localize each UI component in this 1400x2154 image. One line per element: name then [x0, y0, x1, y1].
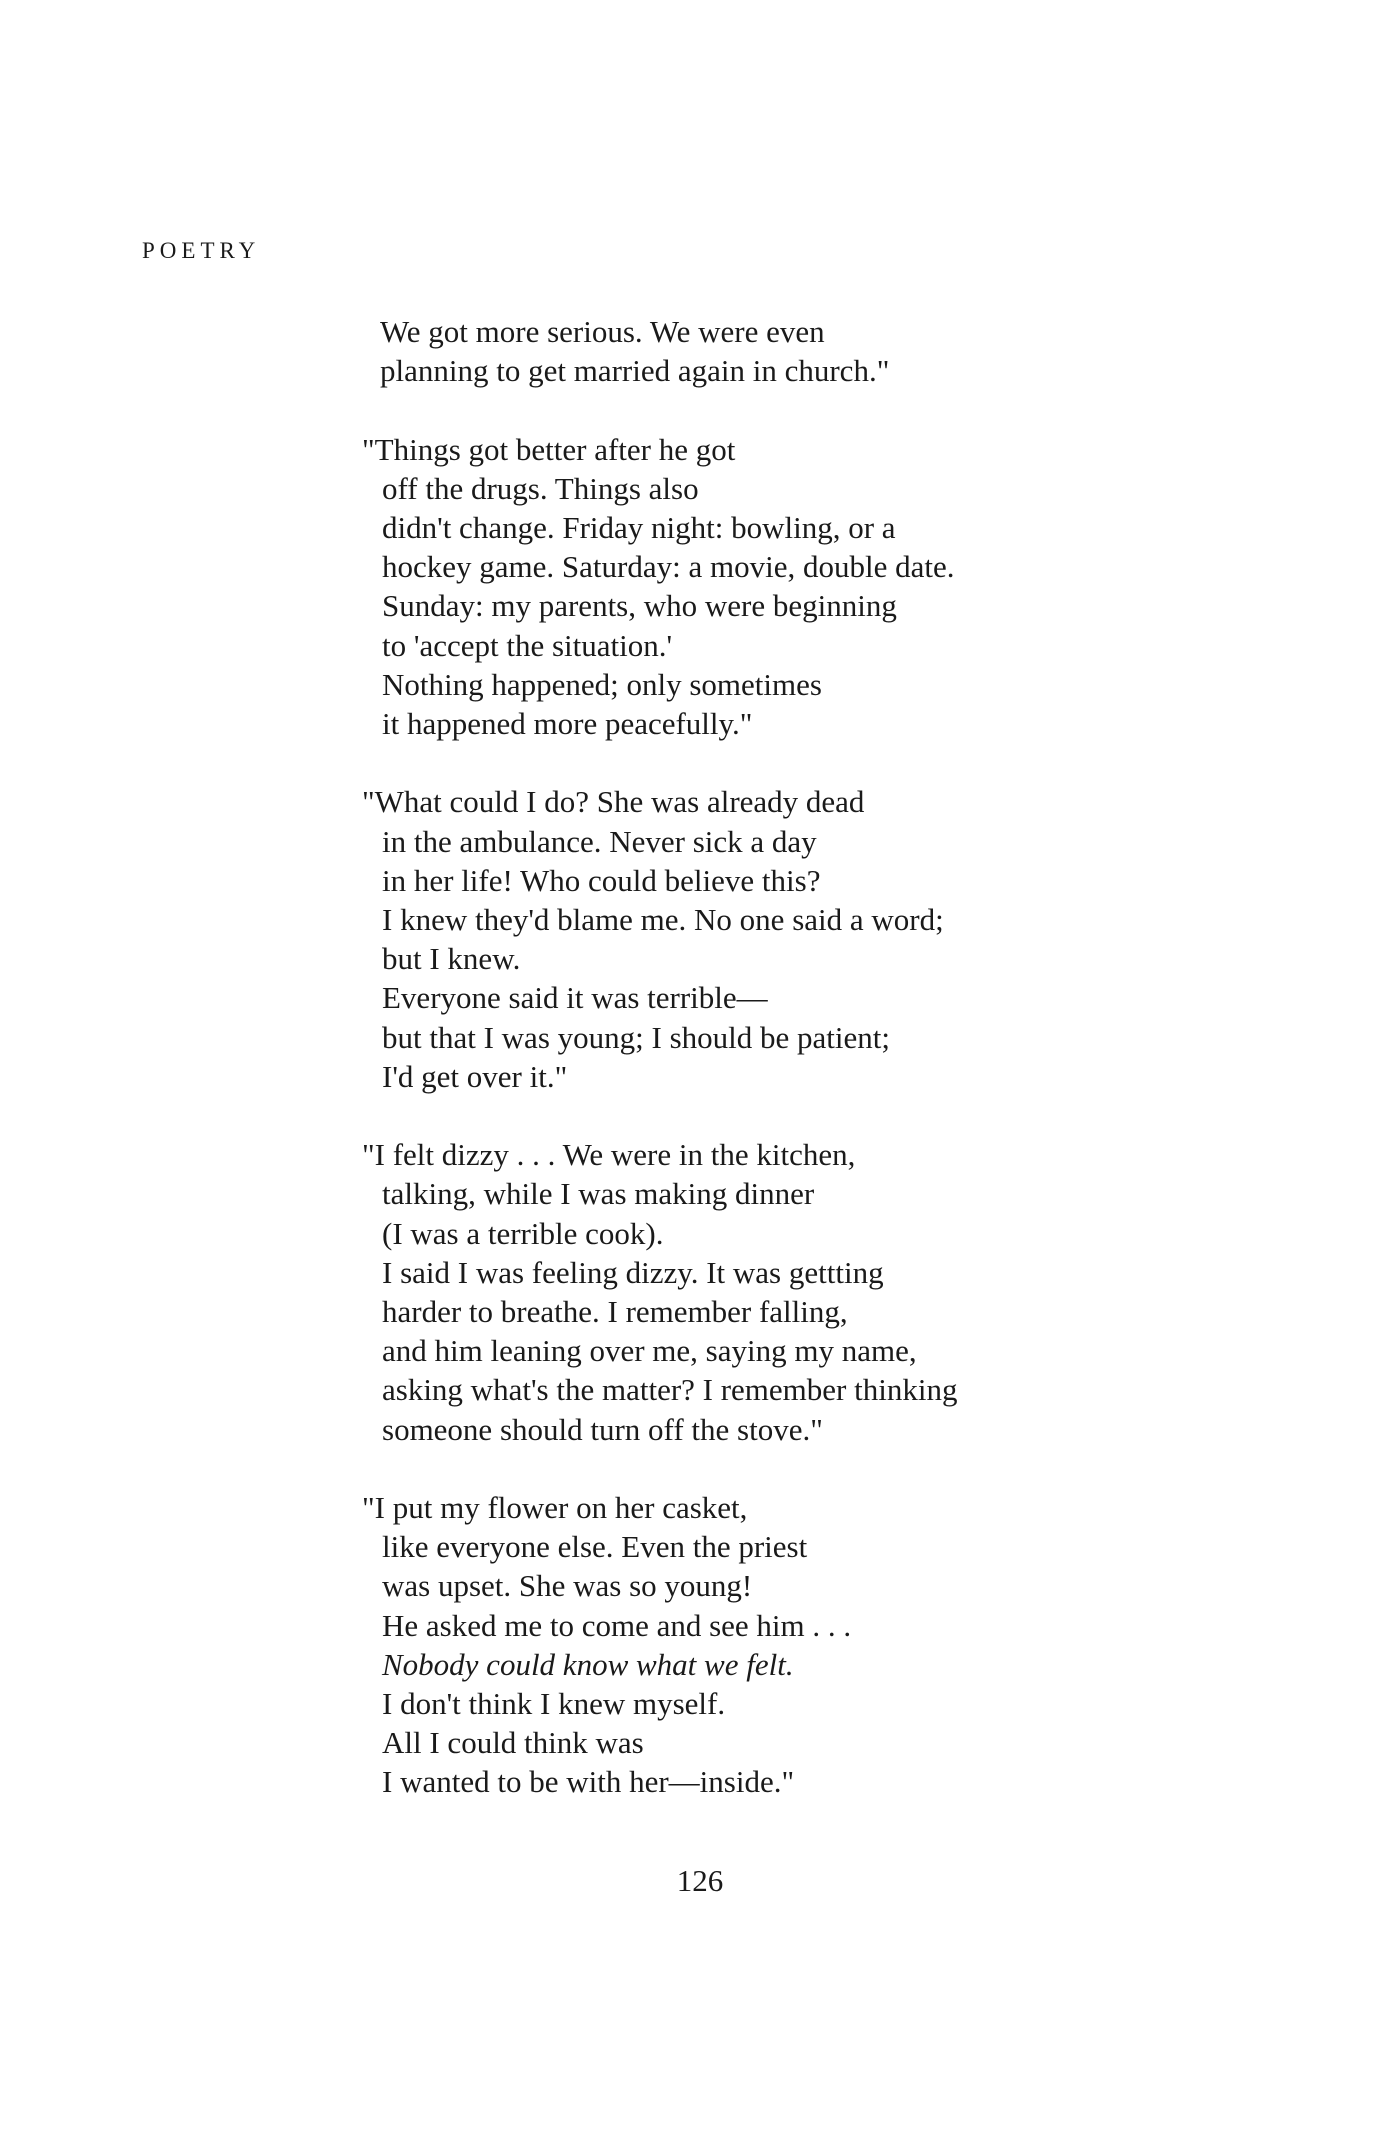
stanza	[362, 782, 1122, 1096]
page-number: 126	[676, 1863, 724, 1898]
poem-line: Nothing happened; only sometimes	[382, 666, 822, 702]
poem-line: and him leaning over me, saying my name,	[382, 1333, 917, 1369]
stanza	[362, 1135, 1122, 1449]
poem-line: in the ambulance. Never sick a day	[382, 823, 817, 859]
poem-line: off the drugs. Things also	[382, 470, 699, 506]
poem-line-italic: Nobody could know what we felt.	[382, 1646, 794, 1682]
poem-line: planning to get married again in church."	[380, 353, 890, 389]
poem-line: but I knew.	[382, 941, 521, 977]
poem-line: but that I was young; I should be patient;	[382, 1019, 890, 1055]
poem-line: it happened more peacefully."	[382, 706, 753, 742]
stanza	[362, 1488, 1122, 1802]
poem-line: I wanted to be with her—inside."	[382, 1764, 795, 1800]
poem-line: hockey game. Saturday: a movie, double date.	[382, 549, 955, 585]
stanza	[362, 430, 1122, 744]
poem-line: Sunday: my parents, who were beginning	[382, 588, 897, 624]
poem-line: He asked me to come and see him . . .	[382, 1607, 852, 1643]
poem-line: We got more serious. We were even	[380, 314, 825, 349]
stanza	[362, 312, 1122, 390]
poem-line: I don't think I knew myself.	[382, 1686, 726, 1722]
poem-line: I said I was feeling dizzy. It was gettting	[382, 1254, 884, 1290]
poem-line: asking what's the matter? I remember thinking	[382, 1372, 958, 1408]
poem-line: I'd get over it."	[382, 1058, 568, 1094]
poem-line: I knew they'd blame me. No one said a word;	[382, 902, 944, 938]
poem-body	[362, 312, 1122, 1802]
poem-line: "What could I do? She was already dead	[362, 784, 865, 820]
poem-line: didn't change. Friday night: bowling, or a	[382, 510, 896, 545]
poem-line: harder to breathe. I remember falling,	[382, 1294, 848, 1330]
poem-line: All I could think was	[382, 1725, 644, 1761]
poem-line: someone should turn off the stove."	[382, 1411, 823, 1447]
poem-line: talking, while I was making dinner	[382, 1176, 815, 1212]
poem-line: in her life! Who could believe this?	[382, 862, 821, 898]
poem-line: "I felt dizzy . . . We were in the kitchen,	[362, 1137, 856, 1173]
poem-line: "Things got better after he got	[362, 431, 736, 467]
poem-line: was upset. She was so young!	[382, 1568, 753, 1604]
poem-line: "I put my flower on her casket,	[362, 1490, 748, 1526]
poem-line: Everyone said it was terrible—	[382, 980, 768, 1016]
running-head: POETRY	[142, 238, 261, 263]
poem-line: to 'accept the situation.'	[382, 627, 673, 663]
poem-line: like everyone else. Even the priest	[382, 1529, 808, 1565]
poem-line: (I was a terrible cook).	[382, 1215, 664, 1251]
